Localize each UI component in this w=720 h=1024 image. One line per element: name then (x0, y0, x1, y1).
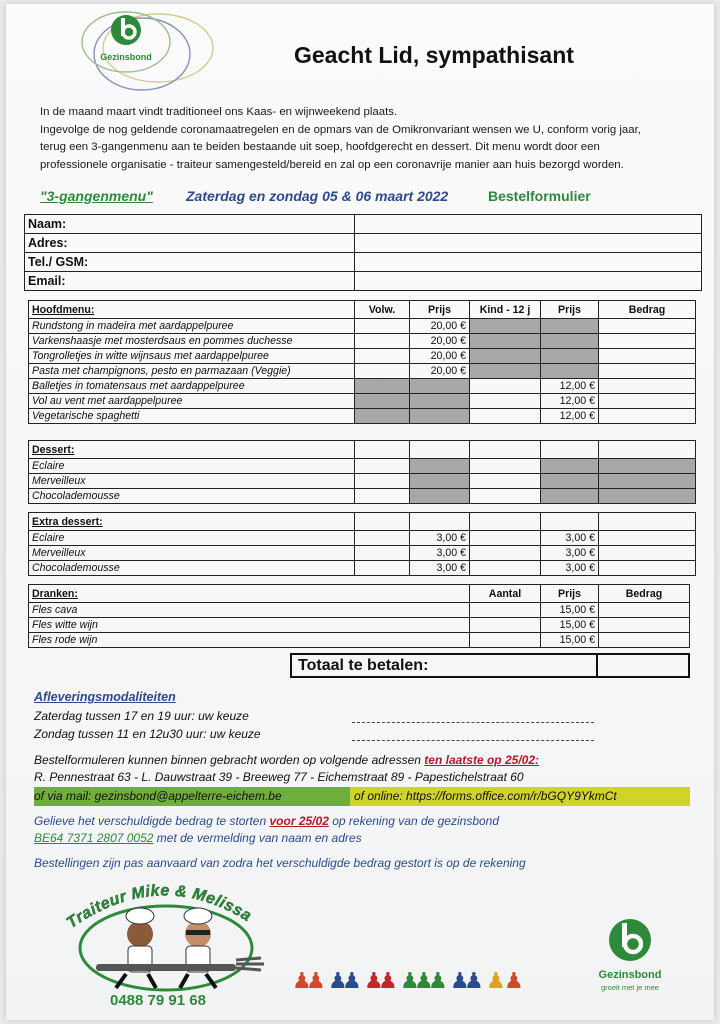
adult-qty-field[interactable] (355, 349, 410, 364)
dessert-name: Eclaire (29, 459, 355, 474)
svg-text:♟: ♟ (400, 969, 420, 992)
adult-price-disabled (410, 379, 470, 394)
caterer-phone: 0488 79 91 68 (110, 992, 206, 1009)
table-row (29, 409, 696, 424)
menu-label: "3-gangenmenu" (40, 188, 153, 204)
drink-name: Fles witte wijn (29, 618, 470, 633)
kid-price: 12,00 € (541, 409, 599, 424)
table-row (29, 334, 696, 349)
table-header-row (29, 301, 696, 319)
drink-qty-field[interactable] (470, 618, 541, 633)
adult-price: 3,00 € (410, 531, 470, 546)
adult-qty-field[interactable] (355, 474, 410, 489)
amount-field[interactable] (599, 349, 696, 364)
payment-iban-line (34, 831, 362, 845)
adult-qty-disabled (355, 394, 410, 409)
amount-field[interactable] (599, 531, 696, 546)
intro-line: professionele organisatie - traiteur samengesteld/bereid en zal op een coronavrije manier aan huis bezorgd worden. (40, 158, 624, 171)
adult-qty-field[interactable] (355, 319, 410, 334)
table-row (29, 633, 690, 648)
form-label: Bestelformulier (488, 188, 591, 204)
drink-name: Fles cava (29, 603, 470, 618)
main-menu-table (28, 300, 696, 424)
kid-qty-disabled (470, 349, 541, 364)
iban-number: BE64 7371 2807 0052 (34, 831, 154, 845)
kid-price: 3,00 € (541, 561, 599, 576)
total-row (290, 653, 690, 678)
adult-price-disabled (410, 409, 470, 424)
svg-text:♟: ♟ (364, 969, 384, 992)
drink-price: 15,00 € (541, 633, 599, 648)
table-row (29, 489, 696, 504)
adult-qty-disabled (355, 409, 410, 424)
dessert-name: Merveilleux (29, 474, 355, 489)
column-header: Prijs (541, 301, 599, 319)
amount-field[interactable] (599, 394, 696, 409)
kid-qty-field[interactable] (470, 459, 541, 474)
kid-qty-field[interactable] (470, 489, 541, 504)
svg-text:♟: ♟ (464, 969, 484, 992)
column-header: Bedrag (599, 585, 690, 603)
dish-name: Tongrolletjes in witte wijnsaus met aardappelpuree (29, 349, 355, 364)
section-title: Hoofdmenu: (29, 301, 355, 319)
section-title: Extra dessert: (29, 513, 355, 531)
payment-info (34, 814, 499, 828)
intro-line: terug een 3-gangenmenu aan te beiden bestaande uit soep, hoofdgerecht en dessert. Dit menu wordt door een (40, 141, 600, 154)
svg-text:♟: ♟ (292, 969, 312, 992)
amount-field[interactable] (599, 561, 696, 576)
amount-field[interactable] (599, 379, 696, 394)
table-row (29, 364, 696, 379)
payment-text: Gelieve het verschuldigde bedrag te storten (34, 814, 267, 828)
kid-qty-field[interactable] (470, 561, 541, 576)
kid-price: 3,00 € (541, 531, 599, 546)
kid-qty-disabled (470, 334, 541, 349)
intro-line: Ingevolge de nog geldende coronamaatregelen en de opmars van de Omikronvariant wensen we U, conform vorig jaar, (40, 123, 641, 136)
kid-price: 12,00 € (541, 394, 599, 409)
disabled-cell (541, 489, 599, 504)
column-header: Bedrag (599, 301, 696, 319)
dish-name: Vegetarische spaghetti (29, 409, 355, 424)
table-row (29, 474, 696, 489)
kid-price-disabled (541, 334, 599, 349)
table-header-row (29, 513, 696, 531)
sunday-choice-line[interactable] (352, 740, 594, 741)
table-row (29, 319, 696, 334)
disabled-cell (410, 489, 470, 504)
svg-text:♟: ♟ (450, 969, 470, 992)
kid-price: 12,00 € (541, 379, 599, 394)
disabled-cell (599, 489, 696, 504)
kid-price: 3,00 € (541, 546, 599, 561)
phone-label: Tel./ GSM: (25, 253, 355, 272)
adult-qty-field[interactable] (355, 459, 410, 474)
kid-qty-field[interactable] (470, 409, 541, 424)
delivery-sunday: Zondag tussen 11 en 12u30 uur: uw keuze (34, 727, 261, 741)
table-row (25, 272, 702, 291)
table-row (25, 234, 702, 253)
dish-name: Vol au vent met aardappelpuree (29, 394, 355, 409)
order-addresses: R. Pennestraat 63 - L. Dauwstraat 39 - Breeweg 77 - Eichemstraat 89 - Papestichelstraat 60 (34, 770, 524, 784)
svg-text:♟: ♟ (486, 969, 506, 992)
amount-field[interactable] (599, 618, 690, 633)
adult-qty-field[interactable] (355, 334, 410, 349)
disabled-cell (541, 459, 599, 474)
table-header-row (29, 441, 696, 459)
svg-text:Gezinsbond: Gezinsbond (100, 52, 152, 62)
column-header: Prijs (410, 301, 470, 319)
order-address-text: Bestelformuleren kunnen binnen gebracht worden op volgende adressen (34, 753, 421, 767)
disabled-cell (599, 459, 696, 474)
section-title: Dranken: (29, 585, 470, 603)
kid-price-disabled (541, 364, 599, 379)
kid-qty-disabled (470, 364, 541, 379)
adult-price: 3,00 € (410, 546, 470, 561)
adult-qty-field[interactable] (355, 489, 410, 504)
table-row (29, 531, 696, 546)
order-address-info (34, 753, 539, 767)
name-field[interactable] (355, 215, 702, 234)
drink-qty-field[interactable] (470, 603, 541, 618)
extra-dessert-name: Merveilleux (29, 546, 355, 561)
kid-price-disabled (541, 349, 599, 364)
svg-text:♟: ♟ (342, 969, 362, 992)
kid-qty-field[interactable] (470, 474, 541, 489)
amount-field[interactable] (599, 603, 690, 618)
address-label: Adres: (25, 234, 355, 253)
amount-field[interactable] (599, 633, 690, 648)
phone-field[interactable] (355, 253, 702, 272)
caterer-name: Traiteur Mike & Melissa (63, 882, 255, 932)
saturday-choice-line[interactable] (352, 722, 594, 723)
svg-text:♟: ♟ (378, 969, 398, 992)
kid-price-disabled (541, 319, 599, 334)
table-row (29, 379, 696, 394)
kid-qty-field[interactable] (470, 546, 541, 561)
intro-text (40, 104, 700, 174)
gezinsbond-logo-icon (598, 912, 670, 1002)
dessert-table (28, 440, 696, 504)
name-label: Naam: (25, 215, 355, 234)
payment-text-end: op rekening van de gezinsbond (332, 814, 500, 828)
order-online-link[interactable]: of online: https://forms.office.com/r/bGQY9YkmCt (354, 789, 617, 803)
column-header: Volw. (355, 301, 410, 319)
kid-qty-disabled (470, 319, 541, 334)
extra-dessert-name: Eclaire (29, 531, 355, 546)
dish-name: Balletjes in tomatensaus met aardappelpuree (29, 379, 355, 394)
brand-slogan: groeit met je mee (601, 983, 659, 992)
svg-text:♟: ♟ (414, 969, 434, 992)
kid-qty-field[interactable] (470, 379, 541, 394)
personal-info-table (24, 214, 702, 291)
payment-note: Bestellingen zijn pas aanvaard van zodra het verschuldigde bedrag gestort is op de rekening (34, 856, 526, 870)
disabled-cell (410, 459, 470, 474)
table-row (29, 349, 696, 364)
amount-field[interactable] (599, 364, 696, 379)
drink-name: Fles rode wijn (29, 633, 470, 648)
drink-qty-field[interactable] (470, 633, 541, 648)
adult-price-disabled (410, 394, 470, 409)
address-field[interactable] (355, 234, 702, 253)
adult-price: 20,00 € (410, 319, 470, 334)
kid-qty-field[interactable] (470, 394, 541, 409)
svg-text:♟: ♟ (504, 969, 524, 992)
extra-dessert-table (28, 512, 696, 576)
amount-field[interactable] (599, 334, 696, 349)
table-row (29, 603, 690, 618)
section-title: Dessert: (29, 441, 355, 459)
email-label: Email: (25, 272, 355, 291)
payment-deadline: voor 25/02 (269, 814, 329, 828)
amount-field[interactable] (599, 409, 696, 424)
column-header: Kind - 12 j (470, 301, 541, 319)
adult-qty-field[interactable] (355, 546, 410, 561)
adult-price: 3,00 € (410, 561, 470, 576)
adult-price: 20,00 € (410, 334, 470, 349)
dessert-name: Chocolademousse (29, 489, 355, 504)
drink-price: 15,00 € (541, 618, 599, 633)
order-mail[interactable]: of via mail: gezinsbond@appelterre-eichem.be (34, 789, 282, 803)
column-header: Aantal (470, 585, 541, 603)
drinks-table (28, 584, 690, 648)
email-field[interactable] (355, 272, 702, 291)
delivery-saturday: Zaterdag tussen 17 en 19 uur: uw keuze (34, 709, 249, 723)
amount-field[interactable] (599, 319, 696, 334)
kid-qty-field[interactable] (470, 531, 541, 546)
dish-name: Rundstong in madeira met aardappelpuree (29, 319, 355, 334)
drink-price: 15,00 € (541, 603, 599, 618)
table-row (29, 546, 696, 561)
table-row (25, 215, 702, 234)
table-row (29, 459, 696, 474)
page-title: Geacht Lid, sympathisant (294, 42, 574, 68)
extra-dessert-name: Chocolademousse (29, 561, 355, 576)
brand-name: Gezinsbond (598, 969, 662, 981)
svg-text:♟: ♟ (306, 969, 326, 992)
amount-field[interactable] (599, 546, 696, 561)
order-deadline: ten laatste op 25/02: (424, 753, 539, 767)
family-pictogram-icon (292, 964, 532, 992)
table-row (25, 253, 702, 272)
svg-text:♟: ♟ (328, 969, 348, 992)
table-header-row (29, 585, 690, 603)
adult-price: 20,00 € (410, 349, 470, 364)
adult-qty-field[interactable] (355, 531, 410, 546)
dish-name: Varkenshaasje met mosterdsaus en pommes duchesse (29, 334, 355, 349)
table-row (29, 618, 690, 633)
svg-text:♟: ♟ (428, 969, 448, 992)
adult-price: 20,00 € (410, 364, 470, 379)
total-field[interactable] (598, 655, 688, 676)
adult-qty-field[interactable] (355, 561, 410, 576)
disabled-cell (599, 474, 696, 489)
column-header: Prijs (541, 585, 599, 603)
iban-note: met de vermelding van naam en adres (156, 831, 362, 845)
adult-qty-field[interactable] (355, 364, 410, 379)
gezinsbond-logo-icon (78, 8, 218, 94)
event-dates: Zaterdag en zondag 05 & 06 maart 2022 (186, 188, 449, 204)
delivery-heading: Afleveringsmodaliteiten (34, 690, 176, 704)
intro-line: In de maand maart vindt traditioneel ons Kaas- en wijnweekend plaats. (40, 106, 398, 118)
table-row (29, 561, 696, 576)
total-label: Totaal te betalen: (292, 655, 598, 676)
table-row (29, 394, 696, 409)
dish-name: Pasta met champignons, pesto en parmazaan (Veggie) (29, 364, 355, 379)
disabled-cell (410, 474, 470, 489)
adult-qty-disabled (355, 379, 410, 394)
disabled-cell (541, 474, 599, 489)
